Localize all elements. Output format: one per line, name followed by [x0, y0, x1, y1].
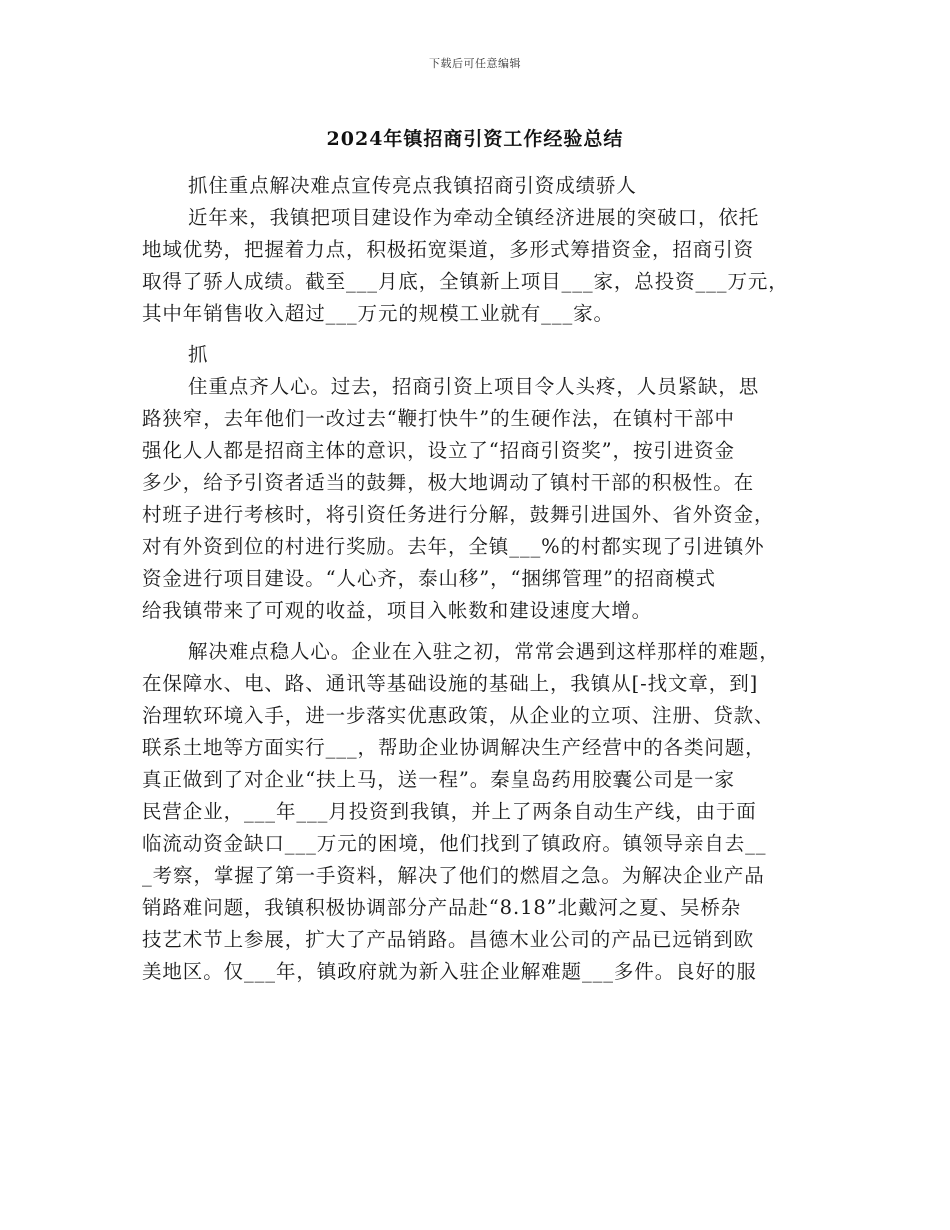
body-text-line: 真正做到了对企业“扶上马，送一程”。秦皇岛药用胶囊公司是一家 [142, 768, 735, 791]
document-title: 2024年镇招商引资工作经验总结 [326, 128, 624, 150]
body-text-line: 解决难点稳人心。企业在入驻之初，常常会遇到这样那样的难题， [188, 640, 780, 663]
body-text-line: 给我镇带来了可观的收益，项目入帐数和建设速度大增。 [142, 599, 653, 622]
body-text-line: 资金进行项目建设。“人心齐，泰山移”，“捆绑管理”的招商模式 [142, 567, 716, 590]
page-header-note: 下载后可任意编辑 [429, 57, 521, 70]
body-text-line: 抓住重点解决难点宣传亮点我镇招商引资成绩骄人 [188, 174, 637, 197]
body-text-line: _考察，掌握了第一手资料，解决了他们的燃眉之急。为解决企业产品 [142, 864, 765, 887]
body-text-line: 近年来，我镇把项目建设作为牵动全镇经济进展的突破口，依托 [188, 206, 760, 229]
body-text-line: 路狭窄，去年他们一改过去“鞭打快牛”的生硬作法，在镇村干部中 [142, 407, 735, 430]
body-text-line: 地域优势，把握着力点，积极拓宽渠道，多形式筹措资金，招商引资 [142, 238, 755, 261]
body-text-line: 取得了骄人成绩。截至___月底，全镇新上项目___家，总投资___万元， [142, 270, 789, 293]
body-text-line: 销路难问题，我镇积极协调部分产品赴“8.18”北戴河之夏、吴桥杂 [142, 896, 742, 919]
body-text-line: 临流动资金缺口___万元的困境，他们找到了镇政府。镇领导亲自去__ [142, 832, 767, 855]
body-text-line: 联系土地等方面实行___，帮助企业协调解决生产经营中的各类问题， [142, 736, 766, 759]
document-body [142, 170, 814, 988]
body-text-line: 强化人人都是招商主体的意识，设立了“招商引资奖”，按引进资金 [142, 439, 735, 462]
body-text-line: 民营企业，___年___月投资到我镇，并上了两条自动生产线，由于面 [142, 800, 757, 823]
body-text-line: 多少，给予引资者适当的鼓舞，极大地调动了镇村干部的积极性。在 [142, 471, 755, 494]
body-text-line: 技艺术节上参展，扩大了产品销路。昌德木业公司的产品已远销到欧 [142, 928, 755, 951]
body-text-line: 其中年销售收入超过___万元的规模工业就有___家。 [142, 302, 614, 325]
body-text-line: 住重点齐人心。过去，招商引资上项目令人头疼，人员紧缺，思 [188, 375, 760, 398]
body-text-line: 抓 [188, 343, 209, 366]
body-text-line: 村班子进行考核时，将引资任务进行分解，鼓舞引进国外、省外资金， [142, 503, 775, 526]
body-text-line: 美地区。仅___年，镇政府就为新入驻企业解难题___多件。良好的服 [142, 960, 757, 983]
body-text-line: 治理软环境入手，进一步落实优惠政策，从企业的立项、注册、贷款、 [142, 704, 775, 727]
body-text-line: 在保障水、电、路、通讯等基础设施的基础上，我镇从[-找文章，到] [142, 672, 759, 695]
body-text-line: 对有外资到位的村进行奖励。去年，全镇___%的村都实现了引进镇外 [142, 535, 765, 558]
